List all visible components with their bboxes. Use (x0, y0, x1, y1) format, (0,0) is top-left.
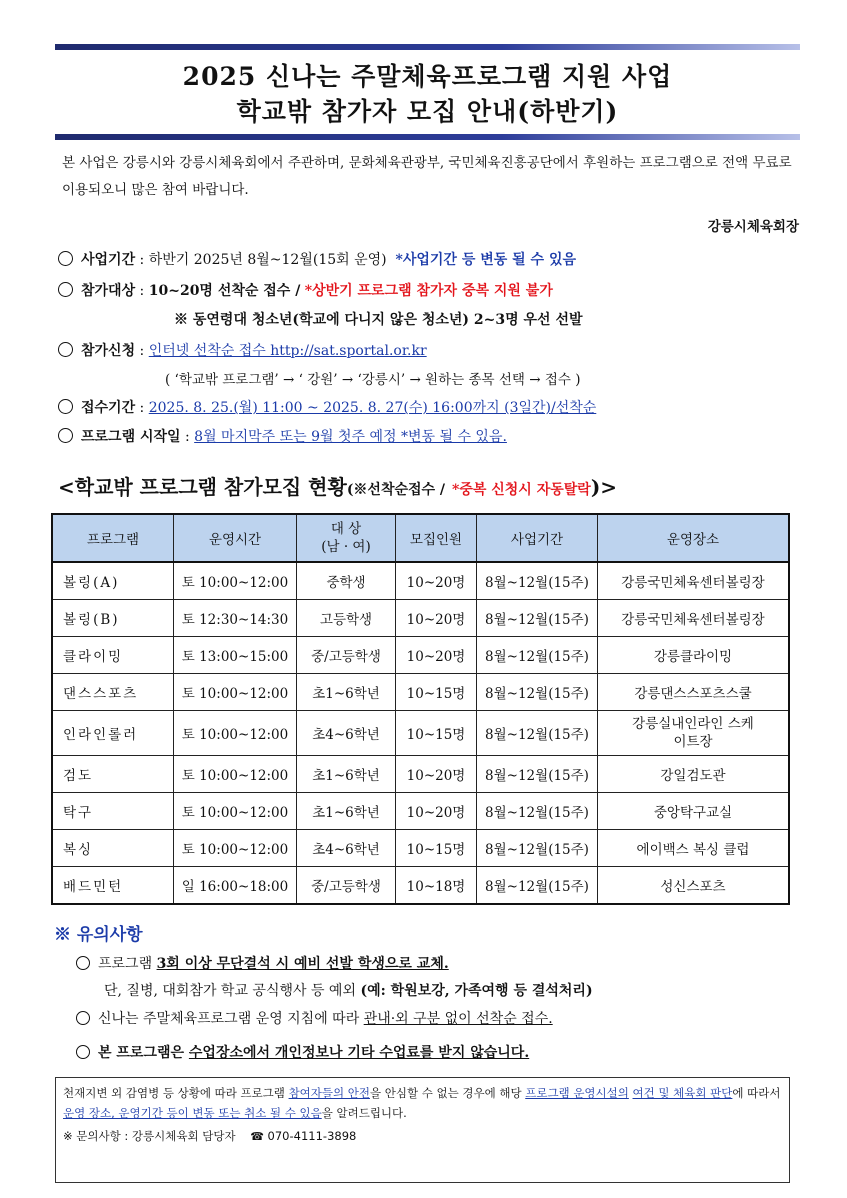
organizer: 강릉시체육회장 (707, 219, 799, 235)
info-target: 참가대상 : 10~20명 선착순 접수 / *상반기 프로그램 참가자 중복 지원 불가 (58, 280, 553, 300)
title-bottom-bar (55, 134, 800, 140)
table-row: 댄스스포츠 토 10:00~12:00 초1~6학년 10~15명 8월~12월(15주) 강릉댄스스포츠스쿨 (52, 674, 789, 711)
circle-bullet-icon (76, 1011, 90, 1025)
col-count: 모집인원 (396, 514, 477, 562)
col-time: 운영시간 (174, 514, 297, 562)
program-table (51, 513, 790, 905)
table-row: 클라이밍 토 13:00~15:00 중/고등학생 10~20명 8월~12월(15주) 강릉클라이밍 (52, 637, 789, 674)
col-target: 대 상 (남 · 여) (297, 514, 396, 562)
phone-number[interactable]: 070-4111-3898 (267, 1129, 357, 1143)
footer-box (55, 1077, 790, 1183)
page-subtitle: 학교밖 참가자 모집 안내(하반기) (236, 97, 619, 126)
notice-item-3: 본 프로그램은 수업장소에서 개인정보나 기타 수업료를 받지 않습니다. (76, 1042, 529, 1062)
info-apply-sub: ( ‘학교밖 프로그램’ → ‘ 강원’ → ‘강릉시’ → 원하는 종목 선택 → 접수 ) (165, 372, 581, 388)
circle-bullet-icon (58, 399, 73, 414)
footer-contact: ※ 문의사항 : 강릉시체육회 담당자 ☎ 070-4111-3898 (63, 1126, 783, 1147)
table-row: 볼링(B) 토 12:30~14:30 고등학생 10~20명 8월~12월(15주) 강릉국민체육센터볼링장 (52, 600, 789, 637)
table-row: 탁구 토 10:00~12:00 초1~6학년 10~20명 8월~12월(15주) 중앙탁구교실 (52, 793, 789, 830)
title-top-bar (55, 44, 800, 50)
circle-bullet-icon (76, 1045, 90, 1059)
circle-bullet-icon (58, 282, 73, 297)
table-row: 검도 토 10:00~12:00 초1~6학년 10~20명 8월~12월(15주) 강일검도관 (52, 756, 789, 793)
section-title: <학교밖 프로그램 참가모집 현황(※선착순접수 / *중복 신청시 자동탈락)> (58, 475, 618, 499)
info-reception: 접수기간 : 2025. 8. 25.(월) 11:00 ~ 2025. 8. 27(수) 16:00까지 (3일간)/선착순 (58, 397, 596, 417)
info-target-sub: ※ 동연령대 청소년(학교에 다니지 않은 청소년) 2~3명 우선 선발 (174, 312, 583, 328)
telephone-icon: ☎ (250, 1130, 264, 1143)
intro-paragraph: 본 사업은 강릉시와 강릉시체육회에서 주관하며, 문화체육관광부, 국민체육진흥공단에서 후원하는 프로그램으로 전액 무료로 이용되오니 많은 참여 바랍니다. (62, 155, 792, 198)
footer-text: 천재지변 외 감염병 등 상황에 따라 프로그램 참여자들의 안전을 안심할 수 없는 경우에 해당 프로그램 운영시설의 여건 및 체육회 판단에 따라서 운영 장소, 운영기간 등이 변동 또는 취소 될 수 있음을 알려드립니다. (63, 1086, 781, 1120)
notice-title: ※ 유의사항 (54, 925, 143, 945)
circle-bullet-icon (58, 251, 73, 266)
col-place: 운영장소 (598, 514, 790, 562)
col-program: 프로그램 (52, 514, 174, 562)
page-title: 2025 신나는 주말체육프로그램 지원 사업 (182, 62, 673, 91)
circle-bullet-icon (58, 428, 73, 443)
table-row: 복싱 토 10:00~12:00 초4~6학년 10~15명 8월~12월(15주) 에이백스 복싱 클럽 (52, 830, 789, 867)
info-period: 사업기간 : 하반기 2025년 8월~12월(15회 운영) *사업기간 등 변동 될 수 있음 (58, 249, 576, 269)
info-apply: 참가신청 : 인터넷 선착순 접수 http://sat.sportal.or.kr (58, 340, 427, 360)
notice-item-2: 신나는 주말체육프로그램 운영 지침에 따라 관내·외 구분 없이 선착순 접수. (76, 1008, 553, 1028)
table-row: 인라인롤러 토 10:00~12:00 초4~6학년 10~15명 8월~12월(15주) 강릉실내인라인 스케이트장 (52, 711, 789, 756)
info-start: 프로그램 시작일 : 8월 마지막주 또는 9월 첫주 예정 *변동 될 수 있음. (58, 426, 507, 446)
circle-bullet-icon (58, 342, 73, 357)
notice-item-1-sub: 단, 질병, 대회참가 학교 공식행사 등 예외 (예: 학원보강, 가족여행 등 결석처리) (104, 983, 593, 999)
table-row: 배드민턴 일 16:00~18:00 중/고등학생 10~18명 8월~12월(15주) 성신스포츠 (52, 867, 789, 905)
apply-link[interactable]: 인터넷 선착순 접수 http://sat.sportal.or.kr (148, 343, 427, 359)
col-period: 사업기간 (477, 514, 598, 562)
circle-bullet-icon (76, 956, 90, 970)
notice-item-1: 프로그램 3회 이상 무단결석 시 예비 선발 학생으로 교체. (76, 953, 449, 973)
table-row: 볼링(A) 토 10:00~12:00 중학생 10~20명 8월~12월(15주) 강릉국민체육센터볼링장 (52, 562, 789, 600)
table-header-row (52, 514, 789, 562)
